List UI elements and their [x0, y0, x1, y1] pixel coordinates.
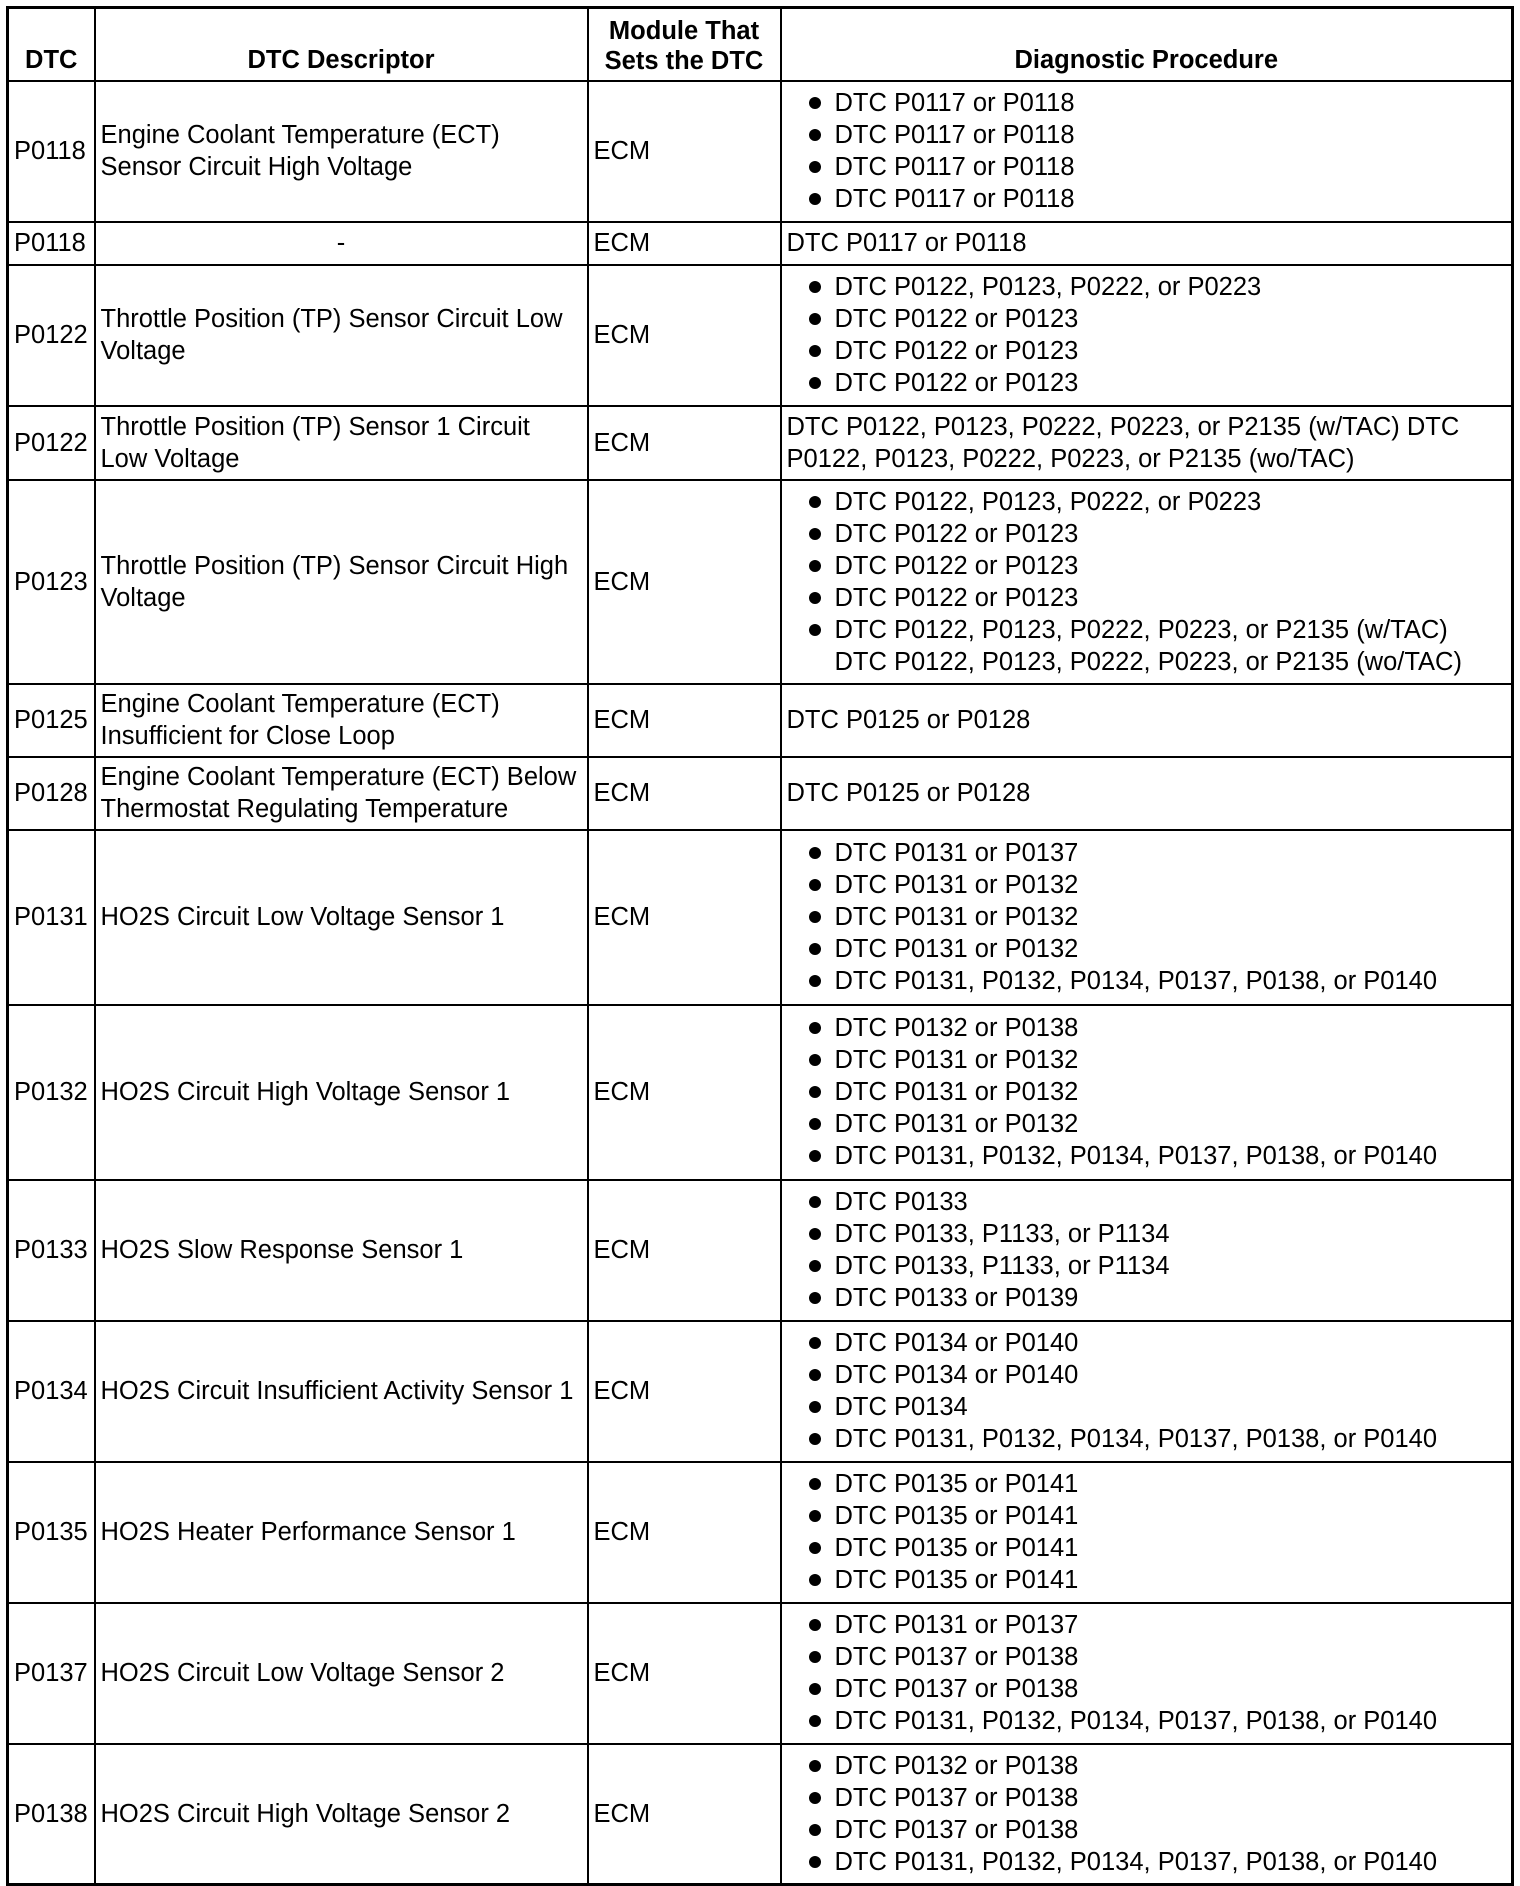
dtc-code-cell: P0122 — [8, 406, 95, 480]
dtc-descriptor-cell: HO2S Slow Response Sensor 1 — [95, 1180, 588, 1321]
table-row — [8, 1603, 1513, 1744]
module-cell: ECM — [588, 1744, 781, 1885]
procedure-link-text[interactable]: DTC P0131 or P0132 — [834, 871, 1079, 899]
module-cell: ECM — [588, 757, 781, 830]
procedure-list-item — [787, 1500, 1507, 1532]
bullet-icon — [809, 1369, 821, 1381]
table-row — [8, 1462, 1513, 1603]
dtc-descriptor-cell: HO2S Circuit Low Voltage Sensor 1 — [95, 830, 588, 1005]
diagnostic-procedure-cell — [781, 480, 1513, 684]
bullet-icon — [809, 624, 821, 636]
bullet-icon — [809, 592, 821, 604]
procedure-link-text[interactable]: DTC P0134 or P0140 — [834, 1329, 1079, 1357]
procedure-link-text[interactable]: DTC P0131, P0132, P0134, P0137, P0138, or P0140 — [834, 967, 1438, 995]
procedure-list-item — [787, 1076, 1507, 1108]
procedure-list-item — [787, 933, 1507, 965]
table-row — [8, 684, 1513, 757]
bullet-icon — [809, 1574, 821, 1586]
procedure-list-item — [787, 1327, 1507, 1359]
procedure-link-text[interactable]: DTC P0131 or P0137 — [834, 839, 1079, 867]
bullet-icon — [809, 161, 821, 173]
procedure-list-item — [787, 1846, 1507, 1878]
procedure-list-item — [787, 965, 1507, 997]
bullet-icon — [809, 345, 821, 357]
bullet-icon — [809, 1292, 821, 1304]
procedure-link-text[interactable]: DTC P0133, P1133, or P1134 — [834, 1252, 1170, 1280]
table-row — [8, 1005, 1513, 1180]
procedure-link-text[interactable]: DTC P0137 or P0138 — [834, 1815, 1079, 1844]
dtc-descriptor-cell: HO2S Circuit Low Voltage Sensor 2 — [95, 1603, 588, 1744]
procedure-list — [787, 1468, 1507, 1596]
procedure-link-text[interactable]: DTC P0122 or P0123 — [834, 369, 1079, 397]
procedure-list-item — [787, 1282, 1507, 1314]
bullet-icon — [809, 1433, 821, 1445]
bullet-icon — [809, 560, 821, 572]
procedure-list-item — [787, 1532, 1507, 1564]
header-module-line2: Sets the DTC — [604, 46, 764, 75]
procedure-list-item — [787, 486, 1507, 518]
procedure-link-text[interactable]: DTC P0131 or P0132 — [834, 903, 1079, 931]
diagnostic-procedure-cell — [781, 1603, 1513, 1744]
procedure-link-text[interactable]: DTC P0135 or P0141 — [834, 1566, 1079, 1594]
bullet-icon — [809, 1651, 821, 1663]
table-row — [8, 830, 1513, 1005]
dtc-descriptor-cell: Engine Coolant Temperature (ECT) Below Thermostat Regulating Temperature — [95, 757, 588, 830]
bullet-icon — [809, 1715, 821, 1727]
procedure-link-text[interactable]: DTC P0125 or P0128 — [786, 706, 1031, 734]
diagnostic-procedure-cell — [781, 222, 1513, 265]
procedure-list-item — [787, 1782, 1507, 1814]
bullet-icon — [809, 1337, 821, 1349]
procedure-list-item — [787, 1359, 1507, 1391]
procedure-list-item — [787, 335, 1507, 367]
procedure-list-item — [787, 582, 1507, 614]
dtc-descriptor-cell: HO2S Heater Performance Sensor 1 — [95, 1462, 588, 1603]
procedure-list-item — [787, 183, 1507, 215]
diagnostic-procedure-cell — [781, 265, 1513, 406]
procedure-link-text[interactable]: DTC P0125 or P0128 — [786, 779, 1031, 807]
procedure-list — [787, 1327, 1507, 1455]
procedure-list-item — [787, 837, 1507, 869]
dtc-descriptor-cell: Engine Coolant Temperature (ECT) Sensor Circuit High Voltage — [95, 81, 588, 222]
procedure-link-text[interactable]: DTC P0133 or P0139 — [834, 1284, 1079, 1312]
procedure-link-text[interactable]: DTC P0122, P0123, P0222, or P0223 — [834, 273, 1262, 301]
module-cell: ECM — [588, 265, 781, 406]
table-row — [8, 1744, 1513, 1885]
procedure-list-item — [787, 1468, 1507, 1500]
procedure-link-text[interactable]: DTC P0134 or P0140 — [834, 1361, 1079, 1389]
dtc-code-cell: P0134 — [8, 1321, 95, 1462]
dtc-descriptor-cell: HO2S Circuit High Voltage Sensor 1 — [95, 1005, 588, 1180]
procedure-link-text[interactable]: DTC P0134 — [834, 1393, 968, 1421]
dtc-code-cell: P0118 — [8, 222, 95, 265]
procedure-list-item — [787, 550, 1507, 582]
procedure-link-text[interactable]: DTC P0131 or P0132 — [834, 1110, 1079, 1138]
procedure-list — [787, 1609, 1507, 1737]
module-cell: ECM — [588, 1321, 781, 1462]
dtc-code-cell: P0131 — [8, 830, 95, 1005]
module-cell: ECM — [588, 406, 781, 480]
procedure-link-text[interactable]: DTC P0122, P0123, P0222, P0223, or P2135 (w/TAC) DTC P0122, P0123, P0222, P0223, or P2135 (wo/TAC) — [786, 412, 1460, 473]
procedure-list — [787, 486, 1507, 678]
dtc-descriptor-cell: Throttle Position (TP) Sensor 1 Circuit Low Voltage — [95, 406, 588, 480]
bullet-icon — [809, 847, 821, 859]
header-procedure: Diagnostic Procedure — [781, 8, 1513, 81]
bullet-icon — [809, 1510, 821, 1522]
header-module — [588, 8, 781, 81]
procedure-list-item — [787, 119, 1507, 151]
dtc-descriptor-cell: HO2S Circuit Insufficient Activity Sensor 1 — [95, 1321, 588, 1462]
procedure-list-item — [787, 901, 1507, 933]
bullet-icon — [809, 1792, 821, 1804]
header-descriptor: DTC Descriptor — [95, 8, 588, 81]
table-row — [8, 406, 1513, 480]
module-cell: ECM — [588, 1005, 781, 1180]
bullet-icon — [809, 1683, 821, 1695]
diagnostic-procedure-cell — [781, 1005, 1513, 1180]
diagnostic-procedure-cell — [781, 1180, 1513, 1321]
procedure-list — [787, 87, 1507, 215]
procedure-list-item — [787, 869, 1507, 901]
procedure-list-item — [787, 303, 1507, 335]
procedure-list-item — [787, 1673, 1507, 1705]
bullet-icon — [809, 97, 821, 109]
procedure-list-item — [787, 1564, 1507, 1596]
table-row — [8, 1321, 1513, 1462]
module-cell: ECM — [588, 830, 781, 1005]
bullet-icon — [809, 1228, 821, 1240]
dtc-code-cell: P0128 — [8, 757, 95, 830]
dtc-code-cell: P0137 — [8, 1603, 95, 1744]
procedure-list-item — [787, 614, 1507, 678]
table-body — [8, 81, 1513, 1885]
bullet-icon — [809, 1856, 821, 1868]
procedure-list — [787, 1750, 1507, 1878]
module-cell: ECM — [588, 1180, 781, 1321]
procedure-link-text[interactable]: DTC P0137 or P0138 — [834, 1783, 1079, 1812]
diagnostic-procedure-cell — [781, 1462, 1513, 1603]
procedure-link-text[interactable]: DTC P0122 or P0123 — [834, 519, 1079, 548]
procedure-list-item — [787, 1705, 1507, 1737]
procedure-list-item — [787, 1012, 1507, 1044]
bullet-icon — [809, 1760, 821, 1772]
procedure-list — [787, 1012, 1507, 1172]
dtc-descriptor-cell: Throttle Position (TP) Sensor Circuit Low Voltage — [95, 265, 588, 406]
procedure-link-text[interactable]: DTC P0122, P0123, P0222, P0223, or P2135 (w/TAC) DTC P0122, P0123, P0222, P0223, or P2135 (wo/TAC) — [834, 615, 1462, 676]
procedure-link-text[interactable]: DTC P0122 or P0123 — [834, 337, 1079, 365]
procedure-list-item — [787, 151, 1507, 183]
procedure-list-item — [787, 1423, 1507, 1455]
dtc-descriptor-cell: HO2S Circuit High Voltage Sensor 2 — [95, 1744, 588, 1885]
procedure-link-text[interactable]: DTC P0137 or P0138 — [834, 1643, 1079, 1671]
procedure-link-text[interactable]: DTC P0137 or P0138 — [834, 1675, 1079, 1703]
bullet-icon — [809, 377, 821, 389]
bullet-icon — [809, 1118, 821, 1130]
module-cell: ECM — [588, 480, 781, 684]
bullet-icon — [809, 313, 821, 325]
procedure-link-text[interactable]: DTC P0117 or P0118 — [834, 89, 1075, 117]
procedure-list-item — [787, 1641, 1507, 1673]
procedure-link-text[interactable]: DTC P0122 or P0123 — [834, 305, 1079, 333]
bullet-icon — [809, 943, 821, 955]
bullet-icon — [809, 911, 821, 923]
procedure-link-text[interactable]: DTC P0122, P0123, P0222, or P0223 — [834, 487, 1262, 516]
dtc-descriptor-cell: - — [95, 222, 588, 265]
dtc-code-cell: P0132 — [8, 1005, 95, 1180]
procedure-list-item — [787, 367, 1507, 399]
procedure-link-text[interactable]: DTC P0117 or P0118 — [786, 229, 1027, 257]
procedure-list-item — [787, 518, 1507, 550]
module-cell: ECM — [588, 1462, 781, 1603]
table-row — [8, 480, 1513, 684]
table-row — [8, 1180, 1513, 1321]
diagnostic-procedure-cell — [781, 757, 1513, 830]
procedure-link-text[interactable]: DTC P0132 or P0138 — [834, 1751, 1079, 1780]
bullet-icon — [809, 1260, 821, 1272]
table-row — [8, 81, 1513, 222]
procedure-list-item — [787, 1140, 1507, 1172]
table-row — [8, 222, 1513, 265]
procedure-link-text[interactable]: DTC P0135 or P0141 — [834, 1470, 1079, 1498]
module-cell: ECM — [588, 684, 781, 757]
procedure-link-text[interactable]: DTC P0122 or P0123 — [834, 551, 1079, 580]
dtc-code-cell: P0123 — [8, 480, 95, 684]
table-row — [8, 757, 1513, 830]
procedure-link-text[interactable]: DTC P0131 or P0132 — [834, 935, 1079, 963]
procedure-list — [787, 271, 1507, 399]
header-dtc: DTC — [8, 8, 95, 81]
procedure-list-item — [787, 1391, 1507, 1423]
procedure-link-text[interactable]: DTC P0131, P0132, P0134, P0137, P0138, or P0140 — [834, 1142, 1438, 1170]
procedure-link-text[interactable]: DTC P0131 or P0132 — [834, 1046, 1079, 1074]
dtc-descriptor-cell: Engine Coolant Temperature (ECT) Insufficient for Close Loop — [95, 684, 588, 757]
bullet-icon — [809, 1478, 821, 1490]
bullet-icon — [809, 1824, 821, 1836]
procedure-link-text[interactable]: DTC P0133, P1133, or P1134 — [834, 1220, 1170, 1248]
dtc-code-cell: P0118 — [8, 81, 95, 222]
dtc-code-cell: P0125 — [8, 684, 95, 757]
bullet-icon — [809, 281, 821, 293]
bullet-icon — [809, 1150, 821, 1162]
procedure-link-text[interactable]: DTC P0131, P0132, P0134, P0137, P0138, or P0140 — [834, 1847, 1438, 1876]
bullet-icon — [809, 975, 821, 987]
bullet-icon — [809, 1086, 821, 1098]
procedure-link-text[interactable]: DTC P0117 or P0118 — [834, 185, 1075, 213]
procedure-link-text[interactable]: DTC P0117 or P0118 — [834, 121, 1075, 149]
procedure-link-text[interactable]: DTC P0117 or P0118 — [834, 153, 1075, 181]
procedure-list-item — [787, 1044, 1507, 1076]
table-row — [8, 265, 1513, 406]
module-cell: ECM — [588, 1603, 781, 1744]
procedure-list-item — [787, 87, 1507, 119]
diagnostic-procedure-cell — [781, 406, 1513, 480]
dtc-descriptor-cell: Throttle Position (TP) Sensor Circuit High Voltage — [95, 480, 588, 684]
diagnostic-procedure-cell — [781, 81, 1513, 222]
procedure-link-text[interactable]: DTC P0122 or P0123 — [834, 583, 1079, 612]
header-row — [8, 8, 1513, 81]
bullet-icon — [809, 1619, 821, 1631]
procedure-list-item — [787, 1186, 1507, 1218]
bullet-icon — [809, 1542, 821, 1554]
dtc-code-cell: P0133 — [8, 1180, 95, 1321]
procedure-list-item — [787, 1750, 1507, 1782]
procedure-list-item — [787, 1250, 1507, 1282]
procedure-list-item — [787, 271, 1507, 303]
diagnostic-procedure-cell — [781, 1321, 1513, 1462]
bullet-icon — [809, 1196, 821, 1208]
bullet-icon — [809, 129, 821, 141]
bullet-icon — [809, 1054, 821, 1066]
procedure-list-item — [787, 1609, 1507, 1641]
bullet-icon — [809, 1022, 821, 1034]
header-module-line1: Module That — [608, 16, 760, 45]
bullet-icon — [809, 193, 821, 205]
dtc-table — [6, 6, 1514, 1886]
dtc-code-cell: P0138 — [8, 1744, 95, 1885]
diagnostic-procedure-cell — [781, 684, 1513, 757]
procedure-link-text[interactable]: DTC P0131, P0132, P0134, P0137, P0138, or P0140 — [834, 1707, 1438, 1735]
bullet-icon — [809, 528, 821, 540]
procedure-link-text[interactable]: DTC P0131 or P0132 — [834, 1078, 1079, 1106]
procedure-list-item — [787, 1108, 1507, 1140]
bullet-icon — [809, 1401, 821, 1413]
procedure-link-text[interactable]: DTC P0133 — [834, 1188, 968, 1216]
module-cell: ECM — [588, 222, 781, 265]
procedure-link-text[interactable]: DTC P0135 or P0141 — [834, 1502, 1079, 1530]
procedure-list — [787, 837, 1507, 997]
bullet-icon — [809, 496, 821, 508]
procedure-link-text[interactable]: DTC P0131 or P0137 — [834, 1611, 1079, 1639]
procedure-link-text[interactable]: DTC P0132 or P0138 — [834, 1014, 1079, 1042]
procedure-list-item — [787, 1814, 1507, 1846]
module-cell: ECM — [588, 81, 781, 222]
diagnostic-procedure-cell — [781, 1744, 1513, 1885]
procedure-list-item — [787, 1218, 1507, 1250]
dtc-code-cell: P0122 — [8, 265, 95, 406]
dtc-code-cell: P0135 — [8, 1462, 95, 1603]
procedure-link-text[interactable]: DTC P0135 or P0141 — [834, 1534, 1079, 1562]
bullet-icon — [809, 879, 821, 891]
diagnostic-procedure-cell — [781, 830, 1513, 1005]
procedure-list — [787, 1186, 1507, 1314]
procedure-link-text[interactable]: DTC P0131, P0132, P0134, P0137, P0138, or P0140 — [834, 1425, 1438, 1453]
